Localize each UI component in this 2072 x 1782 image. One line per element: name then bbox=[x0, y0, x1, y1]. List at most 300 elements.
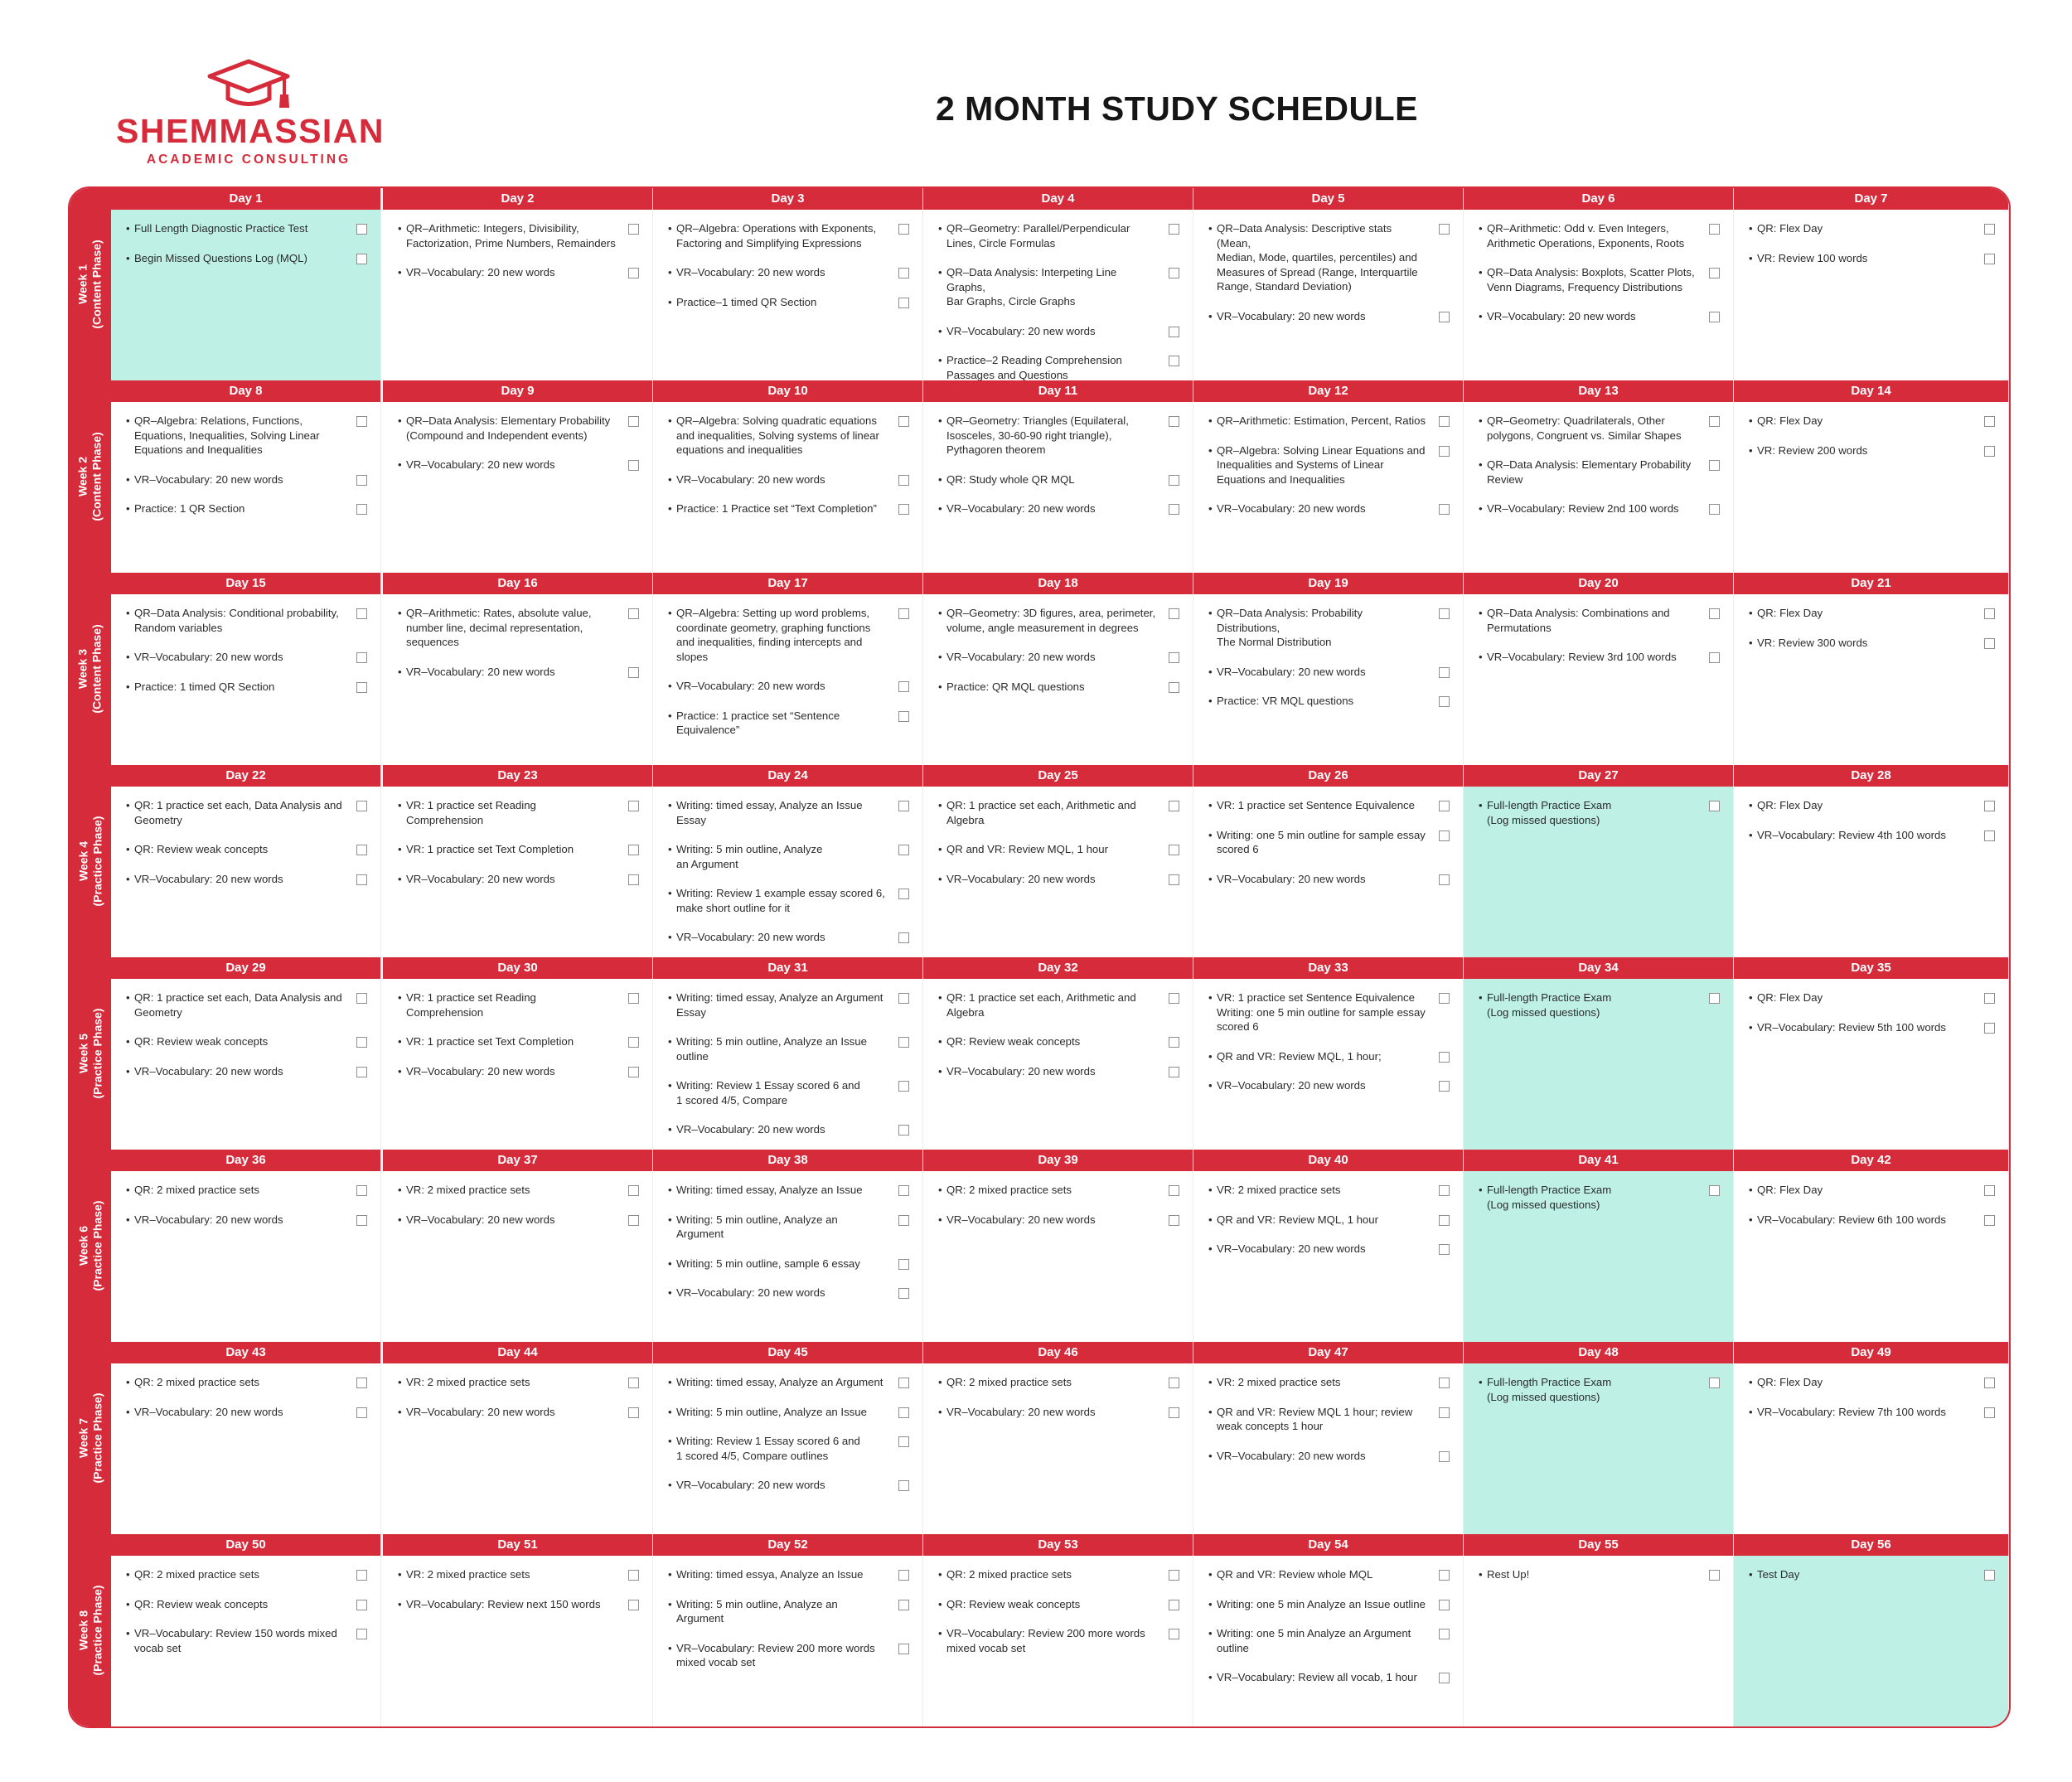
task-text: Writing: Review 1 Essay scored 6 and 1 scored 4/5, Compare bbox=[676, 1079, 860, 1106]
task-checkbox[interactable] bbox=[1439, 993, 1450, 1004]
task-checkbox[interactable] bbox=[898, 1436, 909, 1447]
task-item bbox=[668, 1597, 914, 1626]
task-item bbox=[938, 501, 1184, 516]
day-tasks bbox=[923, 787, 1193, 957]
task-item bbox=[1749, 443, 2000, 458]
day-header: Day 15 bbox=[111, 573, 380, 594]
task-checkbox[interactable] bbox=[1439, 1378, 1450, 1388]
task-item bbox=[126, 1034, 372, 1049]
day-tasks bbox=[383, 1556, 652, 1726]
task-text: QR–Arithmetic: Odd v. Even Integers, Arithmetic Operations, Exponents, Roots bbox=[1487, 222, 1685, 249]
day-header: Day 10 bbox=[653, 380, 922, 402]
task-item bbox=[1208, 1449, 1455, 1464]
day-header: Day 49 bbox=[1734, 1342, 2008, 1363]
task-checkbox[interactable] bbox=[898, 1570, 909, 1581]
task-text: QR–Data Analysis: Elementary Probability (Compound and Independent events) bbox=[406, 414, 611, 442]
task-checkbox[interactable] bbox=[1439, 504, 1450, 515]
day-cell bbox=[111, 1150, 381, 1342]
task-item bbox=[1208, 1670, 1455, 1685]
week-label bbox=[70, 765, 111, 957]
task-item bbox=[938, 1597, 1184, 1612]
task-checkbox[interactable] bbox=[356, 874, 367, 885]
day-cell bbox=[383, 1150, 653, 1342]
task-checkbox[interactable] bbox=[898, 1600, 909, 1610]
task-item bbox=[398, 414, 644, 443]
task-item bbox=[668, 842, 914, 871]
task-checkbox[interactable] bbox=[356, 608, 367, 619]
task-item bbox=[1479, 606, 1725, 635]
task-item bbox=[1208, 414, 1455, 429]
task-text: Practice: 1 QR Section bbox=[134, 502, 245, 515]
task-checkbox[interactable] bbox=[1709, 801, 1720, 811]
task-checkbox[interactable] bbox=[1439, 1244, 1450, 1255]
week-label bbox=[70, 380, 111, 573]
task-checkbox[interactable] bbox=[628, 1037, 639, 1048]
task-text: VR–Vocabulary: 20 new words bbox=[946, 651, 1096, 663]
task-checkbox[interactable] bbox=[898, 681, 909, 692]
task-item bbox=[126, 1597, 372, 1612]
task-item bbox=[1208, 1078, 1455, 1093]
task-checkbox[interactable] bbox=[356, 1215, 367, 1226]
task-item bbox=[1479, 414, 1725, 443]
day-tasks bbox=[1464, 1556, 1733, 1726]
task-checkbox[interactable] bbox=[1169, 1067, 1179, 1077]
task-checkbox[interactable] bbox=[898, 1644, 909, 1654]
task-item bbox=[126, 1183, 372, 1198]
task-text: Writing: timed essay, Analyze an Issue Essay bbox=[676, 799, 863, 826]
task-checkbox[interactable] bbox=[1439, 874, 1450, 885]
task-checkbox[interactable] bbox=[356, 1185, 367, 1196]
task-checkbox[interactable] bbox=[356, 1407, 367, 1418]
task-checkbox[interactable] bbox=[628, 416, 639, 427]
task-checkbox[interactable] bbox=[356, 801, 367, 811]
task-item bbox=[668, 221, 914, 250]
day-tasks bbox=[1464, 594, 1733, 765]
task-checkbox[interactable] bbox=[1439, 1629, 1450, 1639]
day-header: Day 53 bbox=[923, 1534, 1193, 1556]
task-text: VR–Vocabulary: Review 6th 100 words bbox=[1757, 1213, 1946, 1226]
task-item bbox=[668, 930, 914, 945]
task-checkbox[interactable] bbox=[1439, 224, 1450, 235]
task-text: QR: Flex Day bbox=[1757, 991, 1823, 1004]
task-checkbox[interactable] bbox=[1439, 696, 1450, 707]
task-item bbox=[398, 1597, 644, 1612]
task-checkbox[interactable] bbox=[1169, 1629, 1179, 1639]
day-cell bbox=[1734, 188, 2009, 380]
task-checkbox[interactable] bbox=[628, 801, 639, 811]
task-checkbox[interactable] bbox=[1439, 416, 1450, 427]
task-checkbox[interactable] bbox=[1984, 608, 1995, 619]
task-text: VR–Vocabulary: 20 new words bbox=[946, 1064, 1096, 1077]
task-checkbox[interactable] bbox=[1709, 652, 1720, 663]
task-text: Practice: 1 Practice set “Text Completion” bbox=[676, 502, 877, 515]
task-checkbox[interactable] bbox=[898, 268, 909, 278]
task-text: VR–Vocabulary: 20 new words bbox=[676, 931, 825, 943]
day-cell bbox=[923, 1342, 1193, 1534]
day-tasks bbox=[1464, 1363, 1733, 1534]
task-text: VR–Vocabulary: 20 new words bbox=[406, 665, 555, 678]
task-checkbox[interactable] bbox=[628, 667, 639, 678]
task-checkbox[interactable] bbox=[898, 1185, 909, 1196]
task-checkbox[interactable] bbox=[1984, 446, 1995, 457]
task-checkbox[interactable] bbox=[898, 504, 909, 515]
task-checkbox[interactable] bbox=[898, 1215, 909, 1226]
task-checkbox[interactable] bbox=[1169, 268, 1179, 278]
task-item bbox=[1479, 501, 1725, 516]
task-text: VR: 1 practice set Sentence Equivalence bbox=[1217, 799, 1415, 811]
day-header: Day 26 bbox=[1193, 765, 1463, 787]
task-checkbox[interactable] bbox=[1984, 1570, 1995, 1581]
brand-subtitle: ACADEMIC CONSULTING bbox=[146, 153, 351, 167]
task-checkbox[interactable] bbox=[1169, 504, 1179, 515]
task-checkbox[interactable] bbox=[1439, 1407, 1450, 1418]
task-checkbox[interactable] bbox=[1984, 416, 1995, 427]
task-checkbox[interactable] bbox=[1709, 993, 1720, 1004]
task-checkbox[interactable] bbox=[628, 268, 639, 278]
task-checkbox[interactable] bbox=[1169, 356, 1179, 366]
page-title: 2 MONTH STUDY SCHEDULE bbox=[935, 90, 1419, 128]
task-checkbox[interactable] bbox=[1169, 327, 1179, 337]
task-checkbox[interactable] bbox=[628, 1215, 639, 1226]
task-text: VR: 1 practice set Text Completion bbox=[406, 1035, 574, 1048]
task-checkbox[interactable] bbox=[628, 1600, 639, 1610]
task-checkbox[interactable] bbox=[898, 1125, 909, 1136]
task-checkbox[interactable] bbox=[1169, 845, 1179, 855]
task-checkbox[interactable] bbox=[1984, 638, 1995, 649]
task-checkbox[interactable] bbox=[1984, 830, 1995, 841]
task-item bbox=[938, 1213, 1184, 1228]
task-text: Writing: 5 min outline, Analyze an Issue bbox=[676, 1405, 867, 1418]
task-text: Rest Up! bbox=[1487, 1568, 1530, 1581]
task-checkbox[interactable] bbox=[356, 1067, 367, 1077]
task-checkbox[interactable] bbox=[1709, 460, 1720, 471]
day-cell bbox=[1464, 1534, 1734, 1726]
task-text: VR–Vocabulary: Review all vocab, 1 hour bbox=[1217, 1671, 1417, 1683]
task-checkbox[interactable] bbox=[1439, 1185, 1450, 1196]
task-item bbox=[1749, 221, 2000, 236]
task-checkbox[interactable] bbox=[1439, 1673, 1450, 1683]
task-text: QR and VR: Review whole MQL bbox=[1217, 1568, 1373, 1581]
task-text: QR: Review weak concepts bbox=[946, 1597, 1081, 1610]
task-checkbox[interactable] bbox=[1169, 652, 1179, 663]
task-text: Writing: timed essay, Analyze an Argument Essay bbox=[676, 991, 884, 1019]
task-checkbox[interactable] bbox=[1169, 1378, 1179, 1388]
task-checkbox[interactable] bbox=[628, 1067, 639, 1077]
task-checkbox[interactable] bbox=[1984, 801, 1995, 811]
task-item bbox=[1479, 1567, 1725, 1582]
task-checkbox[interactable] bbox=[898, 1288, 909, 1299]
day-tasks bbox=[1193, 1556, 1463, 1726]
task-checkbox[interactable] bbox=[628, 1407, 639, 1418]
task-checkbox[interactable] bbox=[898, 845, 909, 855]
task-checkbox[interactable] bbox=[1439, 608, 1450, 619]
task-checkbox[interactable] bbox=[1709, 1378, 1720, 1388]
task-item bbox=[938, 1034, 1184, 1049]
task-item bbox=[1208, 1405, 1455, 1434]
day-tasks bbox=[1734, 1171, 2008, 1342]
task-checkbox[interactable] bbox=[898, 993, 909, 1004]
task-checkbox[interactable] bbox=[356, 1629, 367, 1639]
task-item bbox=[126, 842, 372, 857]
task-checkbox[interactable] bbox=[1984, 1378, 1995, 1388]
task-checkbox[interactable] bbox=[1984, 1185, 1995, 1196]
task-checkbox[interactable] bbox=[898, 1407, 909, 1418]
task-checkbox[interactable] bbox=[1984, 1215, 1995, 1226]
task-checkbox[interactable] bbox=[628, 874, 639, 885]
task-text: VR–Vocabulary: 20 new words bbox=[1217, 309, 1366, 322]
task-text: QR–Data Analysis: Interpeting Line Graphs, Bar Graphs, Circle Graphs bbox=[946, 266, 1117, 307]
task-checkbox[interactable] bbox=[628, 608, 639, 619]
task-item bbox=[668, 1478, 914, 1493]
task-checkbox[interactable] bbox=[1439, 1052, 1450, 1063]
task-text: QR–Algebra: Relations, Functions, Equations, Inequalities, Solving Linear Equations and Inequalities bbox=[134, 414, 320, 456]
task-checkbox[interactable] bbox=[1439, 801, 1450, 811]
task-checkbox[interactable] bbox=[1169, 475, 1179, 486]
task-text: QR–Arithmetic: Rates, absolute value, number line, decimal representation, sequences bbox=[406, 607, 592, 648]
task-checkbox[interactable] bbox=[356, 1570, 367, 1581]
task-text: Writing: 5 min outline, sample 6 essay bbox=[676, 1257, 860, 1270]
task-text: VR: 2 mixed practice sets bbox=[406, 1184, 530, 1196]
task-text: VR–Vocabulary: Review 200 more words mixed vocab set bbox=[676, 1641, 875, 1668]
day-tasks bbox=[923, 1556, 1193, 1726]
task-text: Writing: 5 min outline, Analyze an Issue outline bbox=[676, 1035, 867, 1063]
day-tasks bbox=[923, 210, 1193, 380]
task-text: QR–Algebra: Operations with Exponents, Factoring and Simplifying Expressions bbox=[676, 222, 877, 249]
task-checkbox[interactable] bbox=[1709, 1570, 1720, 1581]
task-checkbox[interactable] bbox=[356, 416, 367, 427]
task-checkbox[interactable] bbox=[898, 889, 909, 899]
task-text: Practice: 1 practice set “Sentence Equivalence” bbox=[676, 709, 840, 736]
week-phase: (Practice Phase) bbox=[90, 816, 104, 907]
day-header: Day 7 bbox=[1734, 188, 2008, 210]
task-text: QR–Geometry: Parallel/Perpendicular Lines, Circle Formulas bbox=[946, 222, 1130, 249]
task-item bbox=[668, 1286, 914, 1300]
task-item bbox=[1749, 1375, 2000, 1390]
task-checkbox[interactable] bbox=[1169, 1185, 1179, 1196]
task-item bbox=[1208, 1626, 1455, 1655]
task-checkbox[interactable] bbox=[1709, 224, 1720, 235]
task-item bbox=[668, 886, 914, 915]
task-checkbox[interactable] bbox=[628, 993, 639, 1004]
task-text: QR: 2 mixed practice sets bbox=[134, 1376, 259, 1388]
task-text: VR–Vocabulary: 20 new words bbox=[134, 651, 283, 663]
task-checkbox[interactable] bbox=[628, 224, 639, 235]
task-item bbox=[668, 990, 914, 1019]
task-text: QR–Data Analysis: Boxplots, Scatter Plots, Venn Diagrams, Frequency Distributions bbox=[1487, 266, 1695, 293]
task-checkbox[interactable] bbox=[1439, 1570, 1450, 1581]
day-cell bbox=[1464, 957, 1734, 1150]
task-checkbox[interactable] bbox=[898, 1378, 909, 1388]
task-checkbox[interactable] bbox=[898, 416, 909, 427]
day-header: Day 16 bbox=[383, 573, 652, 594]
task-text: VR: 1 practice set Sentence Equivalence Writing: one 5 min outline for sample essay scored 6 bbox=[1217, 991, 1426, 1033]
task-item bbox=[668, 1567, 914, 1582]
task-checkbox[interactable] bbox=[1709, 312, 1720, 322]
task-checkbox[interactable] bbox=[356, 845, 367, 855]
week-name: Week 8 bbox=[76, 1610, 90, 1651]
task-checkbox[interactable] bbox=[356, 254, 367, 264]
day-cell bbox=[383, 765, 653, 957]
task-checkbox[interactable] bbox=[356, 682, 367, 693]
task-item bbox=[1208, 1213, 1455, 1228]
task-text: VR: 1 practice set Text Completion bbox=[406, 843, 574, 855]
task-checkbox[interactable] bbox=[1709, 504, 1720, 515]
task-item bbox=[938, 842, 1184, 857]
day-tasks bbox=[653, 1363, 922, 1534]
task-item bbox=[1479, 458, 1725, 487]
task-checkbox[interactable] bbox=[898, 801, 909, 811]
task-text: Writing: Review 1 example essay scored 6, make short outline for it bbox=[676, 887, 885, 914]
week-phase: (Content Phase) bbox=[90, 624, 104, 714]
task-item bbox=[1749, 606, 2000, 621]
task-text: VR–Vocabulary: Review next 150 words bbox=[406, 1597, 601, 1610]
day-cell bbox=[383, 380, 653, 573]
task-item bbox=[1208, 872, 1455, 887]
task-text: QR and VR: Review MQL, 1 hour bbox=[946, 843, 1108, 855]
day-header: Day 1 bbox=[111, 188, 380, 210]
day-tasks bbox=[1193, 979, 1463, 1150]
day-tasks bbox=[1734, 210, 2008, 380]
day-header: Day 12 bbox=[1193, 380, 1463, 402]
day-header: Day 32 bbox=[923, 957, 1193, 979]
task-checkbox[interactable] bbox=[898, 932, 909, 943]
task-checkbox[interactable] bbox=[1439, 446, 1450, 457]
task-checkbox[interactable] bbox=[1984, 224, 1995, 235]
task-checkbox[interactable] bbox=[898, 475, 909, 486]
day-tasks bbox=[383, 402, 652, 573]
task-checkbox[interactable] bbox=[1709, 268, 1720, 278]
task-text: VR–Vocabulary: Review 5th 100 words bbox=[1757, 1020, 1946, 1034]
task-checkbox[interactable] bbox=[628, 1378, 639, 1388]
task-checkbox[interactable] bbox=[1439, 1215, 1450, 1226]
task-checkbox[interactable] bbox=[1169, 1407, 1179, 1418]
task-text: QR–Data Analysis: Probability Distributions, The Normal Distribution bbox=[1217, 607, 1363, 648]
day-cell bbox=[1193, 1534, 1464, 1726]
task-item bbox=[1208, 694, 1455, 709]
day-cell bbox=[1193, 380, 1464, 573]
day-tasks bbox=[383, 1171, 652, 1342]
task-checkbox[interactable] bbox=[1984, 1023, 1995, 1034]
day-header: Day 35 bbox=[1734, 957, 2008, 979]
day-header: Day 56 bbox=[1734, 1534, 2008, 1556]
task-item bbox=[1749, 1020, 2000, 1035]
day-header: Day 3 bbox=[653, 188, 922, 210]
week-name: Week 3 bbox=[76, 649, 90, 689]
day-header: Day 54 bbox=[1193, 1534, 1463, 1556]
task-checkbox[interactable] bbox=[1709, 416, 1720, 427]
task-checkbox[interactable] bbox=[1439, 830, 1450, 841]
task-checkbox[interactable] bbox=[628, 1570, 639, 1581]
task-checkbox[interactable] bbox=[898, 224, 909, 235]
task-checkbox[interactable] bbox=[898, 1037, 909, 1048]
task-checkbox[interactable] bbox=[356, 475, 367, 486]
day-header: Day 9 bbox=[383, 380, 652, 402]
task-text: VR–Vocabulary: 20 new words bbox=[1217, 1449, 1366, 1462]
task-checkbox[interactable] bbox=[1439, 667, 1450, 678]
task-checkbox[interactable] bbox=[1709, 608, 1720, 619]
task-checkbox[interactable] bbox=[1439, 312, 1450, 322]
week-label bbox=[70, 1150, 111, 1342]
day-header: Day 29 bbox=[111, 957, 380, 979]
task-checkbox[interactable] bbox=[1709, 1185, 1720, 1196]
task-checkbox[interactable] bbox=[1439, 1600, 1450, 1610]
task-checkbox[interactable] bbox=[898, 1081, 909, 1092]
task-checkbox[interactable] bbox=[356, 652, 367, 663]
day-header: Day 39 bbox=[923, 1150, 1193, 1171]
task-checkbox[interactable] bbox=[1984, 993, 1995, 1004]
task-checkbox[interactable] bbox=[1169, 1037, 1179, 1048]
day-cell bbox=[111, 1534, 381, 1726]
task-checkbox[interactable] bbox=[898, 1259, 909, 1270]
task-text: VR–Vocabulary: 20 new words bbox=[1217, 665, 1366, 678]
task-text: Writing: 5 min outline, Analyze an Argument bbox=[676, 1213, 838, 1240]
task-checkbox[interactable] bbox=[356, 1600, 367, 1610]
task-checkbox[interactable] bbox=[628, 1185, 639, 1196]
task-text: QR–Geometry: Triangles (Equilateral, Isosceles, 30-60-90 right triangle), Pythagoren theorem bbox=[946, 414, 1129, 456]
task-checkbox[interactable] bbox=[1169, 993, 1179, 1004]
task-item bbox=[126, 1375, 372, 1390]
day-header: Day 33 bbox=[1193, 957, 1463, 979]
day-tasks bbox=[1464, 1171, 1733, 1342]
task-checkbox[interactable] bbox=[356, 1037, 367, 1048]
task-checkbox[interactable] bbox=[898, 298, 909, 308]
task-checkbox[interactable] bbox=[1169, 608, 1179, 619]
task-checkbox[interactable] bbox=[356, 1378, 367, 1388]
task-checkbox[interactable] bbox=[898, 608, 909, 619]
task-text: QR: 2 mixed practice sets bbox=[946, 1376, 1072, 1388]
task-checkbox[interactable] bbox=[1984, 254, 1995, 264]
task-checkbox[interactable] bbox=[1169, 874, 1179, 885]
task-checkbox[interactable] bbox=[898, 1480, 909, 1491]
task-checkbox[interactable] bbox=[898, 711, 909, 722]
task-checkbox[interactable] bbox=[1984, 1407, 1995, 1418]
day-tasks bbox=[653, 979, 922, 1150]
day-cell bbox=[653, 573, 923, 765]
task-text: VR: Review 300 words bbox=[1757, 636, 1868, 649]
task-checkbox[interactable] bbox=[1439, 1081, 1450, 1092]
task-item bbox=[126, 221, 372, 236]
day-tasks bbox=[923, 1171, 1193, 1342]
day-header: Day 46 bbox=[923, 1342, 1193, 1363]
task-text: QR: 1 practice set each, Data Analysis and Geometry bbox=[134, 991, 342, 1019]
day-tasks bbox=[1734, 787, 2008, 957]
task-checkbox[interactable] bbox=[1169, 416, 1179, 427]
task-checkbox[interactable] bbox=[1169, 1215, 1179, 1226]
day-header: Day 24 bbox=[653, 765, 922, 787]
task-text: QR: 2 mixed practice sets bbox=[134, 1184, 259, 1196]
task-checkbox[interactable] bbox=[1439, 1451, 1450, 1462]
task-item bbox=[398, 1034, 644, 1049]
day-header: Day 47 bbox=[1193, 1342, 1463, 1363]
task-item bbox=[1749, 636, 2000, 651]
task-item bbox=[668, 265, 914, 280]
task-checkbox[interactable] bbox=[1169, 801, 1179, 811]
day-cell bbox=[653, 1342, 923, 1534]
task-checkbox[interactable] bbox=[1169, 224, 1179, 235]
task-checkbox[interactable] bbox=[1169, 682, 1179, 693]
task-checkbox[interactable] bbox=[1169, 1600, 1179, 1610]
task-checkbox[interactable] bbox=[1169, 1570, 1179, 1581]
day-cell bbox=[1464, 188, 1734, 380]
task-checkbox[interactable] bbox=[356, 224, 367, 235]
task-checkbox[interactable] bbox=[628, 845, 639, 855]
task-item bbox=[1749, 414, 2000, 429]
task-checkbox[interactable] bbox=[356, 504, 367, 515]
task-checkbox[interactable] bbox=[628, 460, 639, 471]
task-checkbox[interactable] bbox=[356, 993, 367, 1004]
day-tasks bbox=[383, 210, 652, 380]
task-item bbox=[668, 798, 914, 827]
